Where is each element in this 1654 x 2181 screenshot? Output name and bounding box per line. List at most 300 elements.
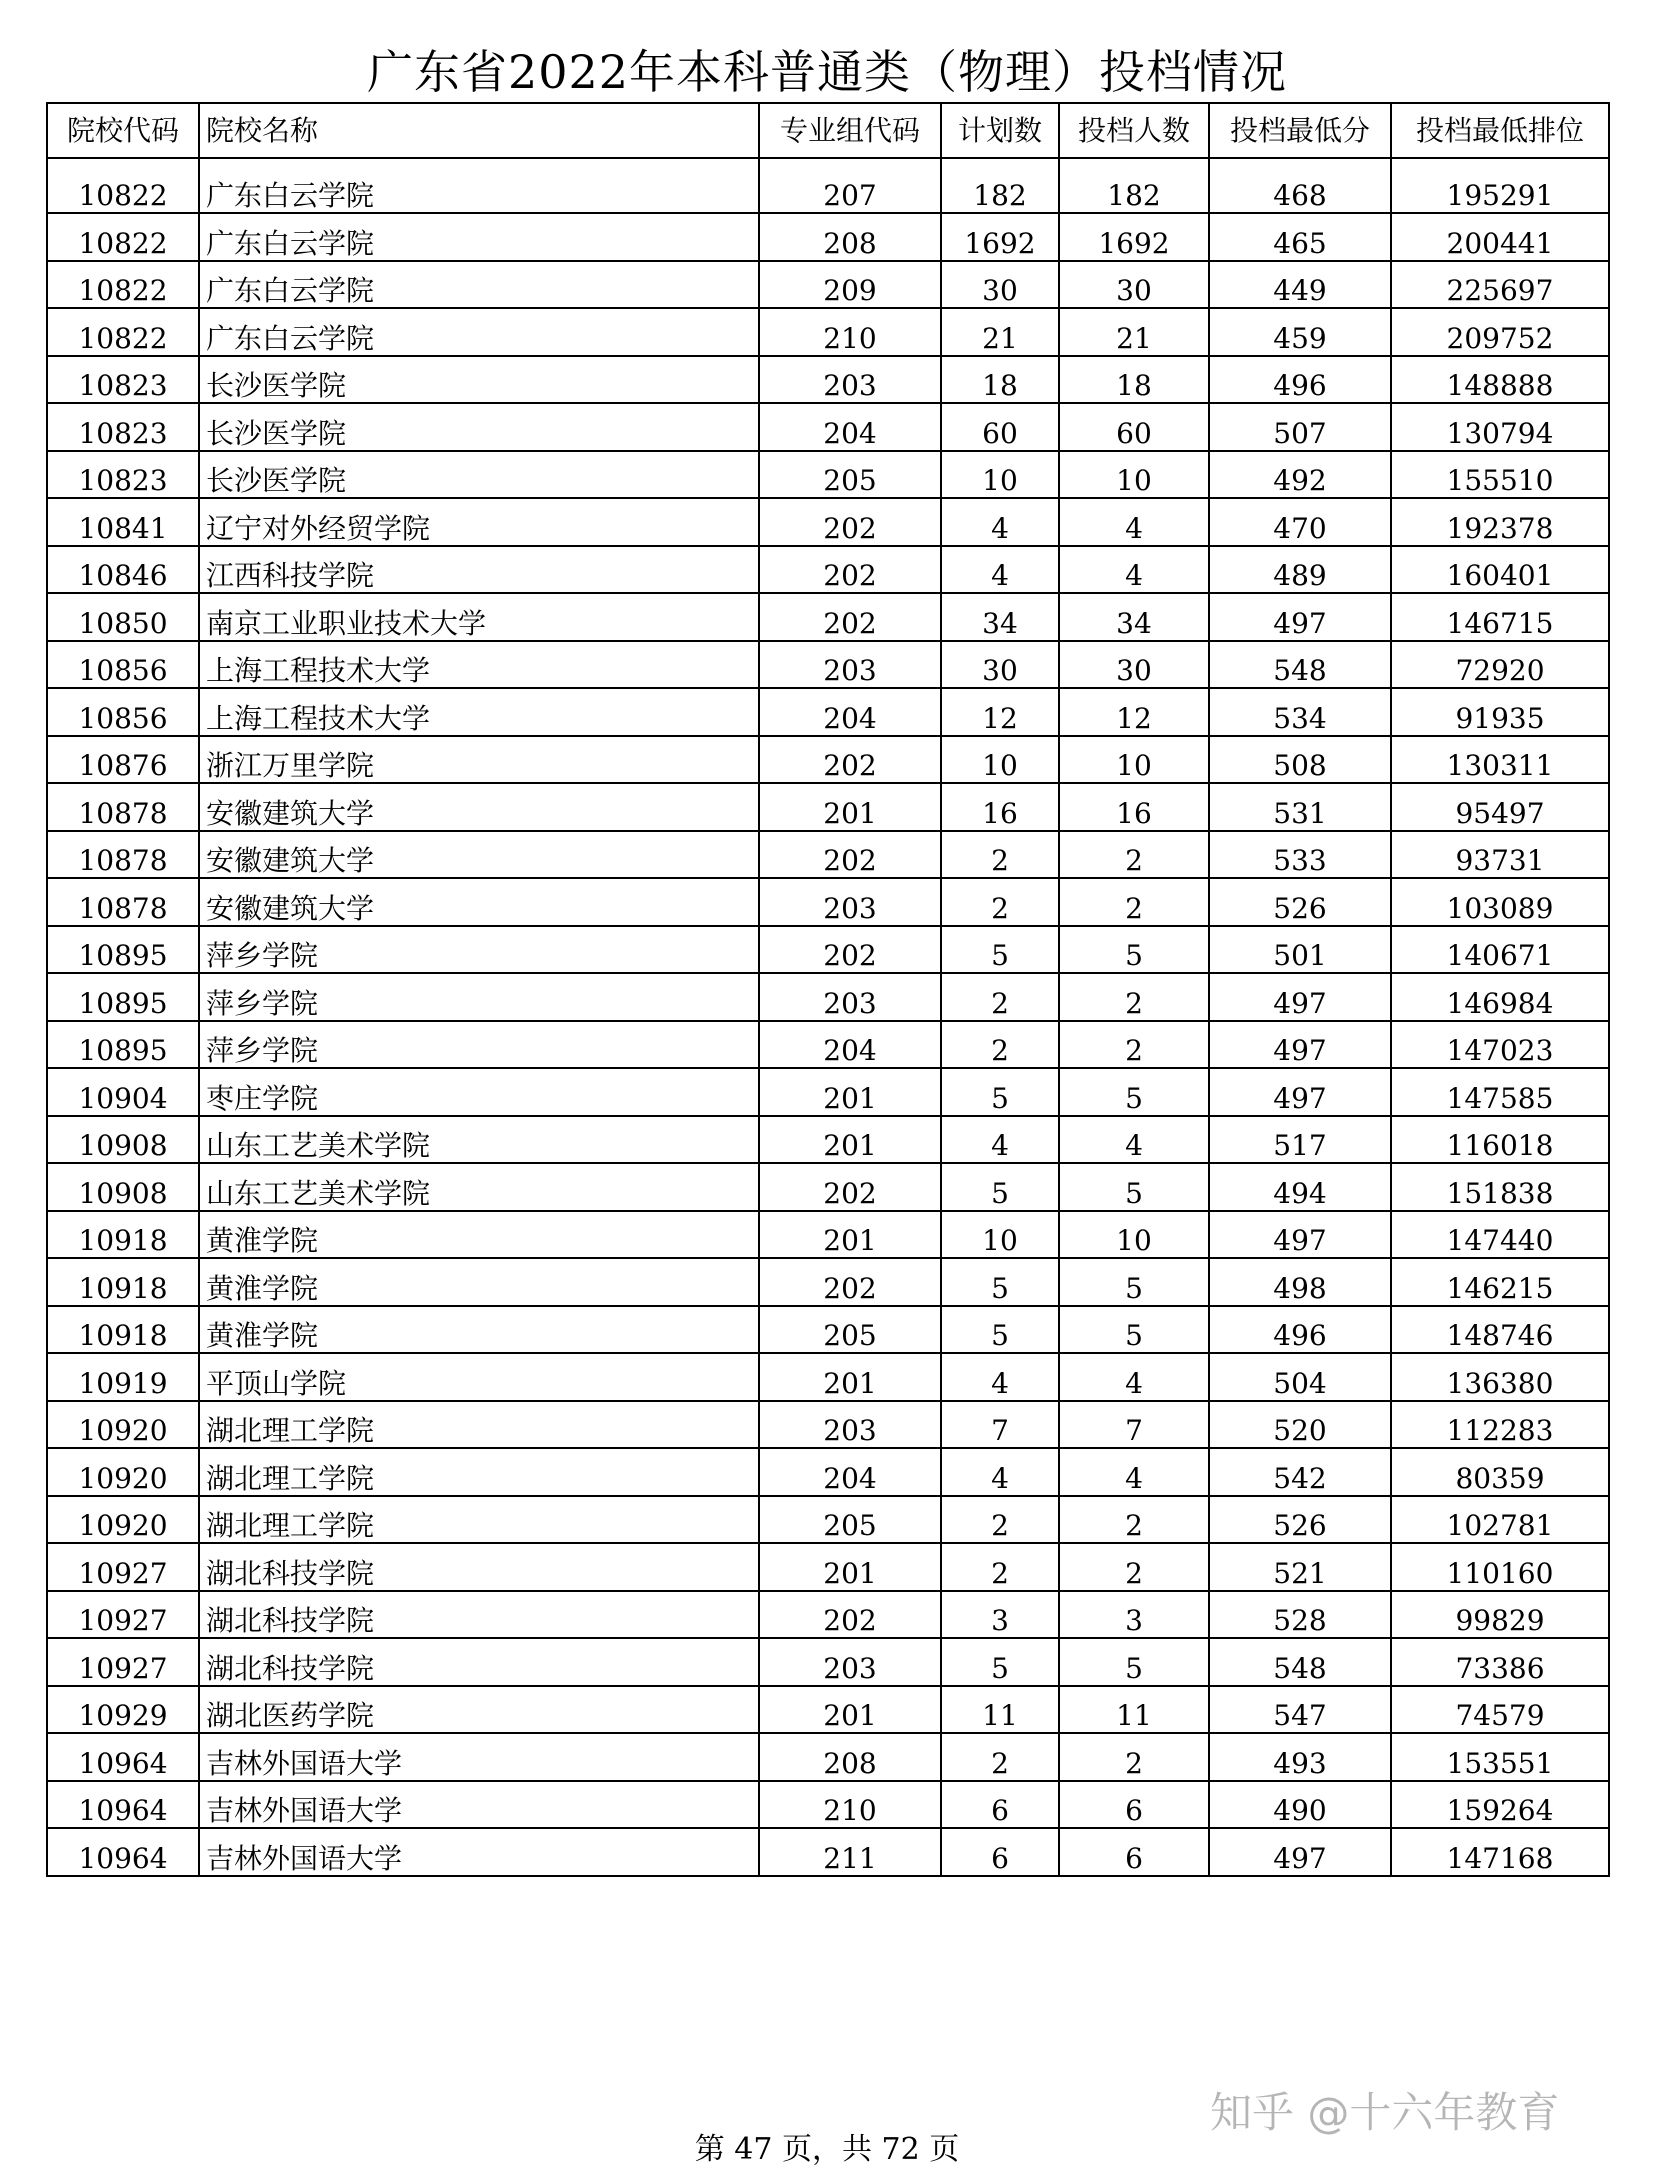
- school-name-cell: 吉林外国语大学: [199, 1781, 759, 1829]
- min-rank-cell: 159264: [1391, 1781, 1609, 1829]
- plan-cell: 5: [941, 1258, 1059, 1306]
- min-score-cell: 507: [1209, 403, 1391, 451]
- school-code-cell: 10822: [47, 308, 199, 356]
- col-header-admitted: 投档人数: [1059, 103, 1209, 158]
- min-rank-cell: 151838: [1391, 1163, 1609, 1211]
- school-code-cell: 10918: [47, 1306, 199, 1354]
- table-row: [47, 1638, 1609, 1686]
- plan-cell: 4: [941, 1353, 1059, 1401]
- school-name-cell: 平顶山学院: [199, 1353, 759, 1401]
- group-code-cell: 202: [759, 498, 941, 546]
- min-score-cell: 533: [1209, 831, 1391, 879]
- admitted-cell: 4: [1059, 546, 1209, 594]
- school-code-cell: 10895: [47, 1021, 199, 1069]
- group-code-cell: 205: [759, 1306, 941, 1354]
- table-row: [47, 1163, 1609, 1211]
- plan-cell: 12: [941, 688, 1059, 736]
- table-row: [47, 403, 1609, 451]
- admitted-cell: 2: [1059, 831, 1209, 879]
- admitted-cell: 3: [1059, 1591, 1209, 1639]
- table-row: [47, 356, 1609, 404]
- plan-cell: 30: [941, 641, 1059, 689]
- school-name-cell: 萍乡学院: [199, 973, 759, 1021]
- school-code-cell: 10964: [47, 1733, 199, 1781]
- table-row: [47, 308, 1609, 356]
- plan-cell: 6: [941, 1781, 1059, 1829]
- school-name-cell: 南京工业职业技术大学: [199, 593, 759, 641]
- min-rank-cell: 73386: [1391, 1638, 1609, 1686]
- admitted-cell: 10: [1059, 1211, 1209, 1259]
- admitted-cell: 6: [1059, 1781, 1209, 1829]
- group-code-cell: 205: [759, 1496, 941, 1544]
- school-name-cell: 吉林外国语大学: [199, 1828, 759, 1876]
- admitted-cell: 2: [1059, 973, 1209, 1021]
- school-name-cell: 上海工程技术大学: [199, 688, 759, 736]
- min-rank-cell: 146984: [1391, 973, 1609, 1021]
- plan-cell: 1692: [941, 213, 1059, 261]
- table-row: [47, 593, 1609, 641]
- plan-cell: 21: [941, 308, 1059, 356]
- school-name-cell: 安徽建筑大学: [199, 831, 759, 879]
- min-rank-cell: 148888: [1391, 356, 1609, 404]
- admitted-cell: 2: [1059, 878, 1209, 926]
- admitted-cell: 182: [1059, 158, 1209, 213]
- min-score-cell: 449: [1209, 261, 1391, 309]
- col-header-min-score: 投档最低分: [1209, 103, 1391, 158]
- school-code-cell: 10927: [47, 1591, 199, 1639]
- admitted-cell: 60: [1059, 403, 1209, 451]
- school-name-cell: 山东工艺美术学院: [199, 1163, 759, 1211]
- school-name-cell: 黄淮学院: [199, 1211, 759, 1259]
- watermark: 知乎 @十六年教育: [1210, 2088, 1560, 2137]
- min-score-cell: 528: [1209, 1591, 1391, 1639]
- min-rank-cell: 146215: [1391, 1258, 1609, 1306]
- col-header-group-code: 专业组代码: [759, 103, 941, 158]
- min-score-cell: 470: [1209, 498, 1391, 546]
- min-score-cell: 498: [1209, 1258, 1391, 1306]
- group-code-cell: 202: [759, 736, 941, 784]
- group-code-cell: 205: [759, 451, 941, 499]
- admitted-cell: 5: [1059, 1163, 1209, 1211]
- plan-cell: 2: [941, 1733, 1059, 1781]
- min-rank-cell: 72920: [1391, 641, 1609, 689]
- table-row: [47, 1828, 1609, 1876]
- group-code-cell: 201: [759, 783, 941, 831]
- group-code-cell: 201: [759, 1116, 941, 1164]
- plan-cell: 16: [941, 783, 1059, 831]
- school-code-cell: 10929: [47, 1686, 199, 1734]
- table-row: [47, 546, 1609, 594]
- group-code-cell: 204: [759, 1021, 941, 1069]
- school-code-cell: 10920: [47, 1401, 199, 1449]
- school-name-cell: 长沙医学院: [199, 451, 759, 499]
- min-score-cell: 548: [1209, 1638, 1391, 1686]
- group-code-cell: 203: [759, 973, 941, 1021]
- table-row: [47, 1401, 1609, 1449]
- school-code-cell: 10856: [47, 641, 199, 689]
- plan-cell: 2: [941, 1543, 1059, 1591]
- admitted-cell: 10: [1059, 736, 1209, 784]
- table-row: [47, 261, 1609, 309]
- group-code-cell: 201: [759, 1543, 941, 1591]
- min-score-cell: 497: [1209, 1021, 1391, 1069]
- table-row: [47, 1353, 1609, 1401]
- min-score-cell: 547: [1209, 1686, 1391, 1734]
- school-code-cell: 10920: [47, 1448, 199, 1496]
- min-score-cell: 489: [1209, 546, 1391, 594]
- group-code-cell: 202: [759, 1163, 941, 1211]
- admitted-cell: 6: [1059, 1828, 1209, 1876]
- plan-cell: 10: [941, 1211, 1059, 1259]
- admitted-cell: 5: [1059, 1258, 1209, 1306]
- admitted-cell: 21: [1059, 308, 1209, 356]
- min-score-cell: 468: [1209, 158, 1391, 213]
- school-name-cell: 萍乡学院: [199, 1021, 759, 1069]
- plan-cell: 4: [941, 546, 1059, 594]
- group-code-cell: 202: [759, 831, 941, 879]
- plan-cell: 4: [941, 1448, 1059, 1496]
- school-code-cell: 10895: [47, 926, 199, 974]
- table-row: [47, 641, 1609, 689]
- plan-cell: 10: [941, 736, 1059, 784]
- col-header-min-rank: 投档最低排位: [1391, 103, 1609, 158]
- plan-cell: 10: [941, 451, 1059, 499]
- admission-table: [46, 102, 1610, 1877]
- min-score-cell: 497: [1209, 1828, 1391, 1876]
- school-code-cell: 10823: [47, 403, 199, 451]
- min-rank-cell: 74579: [1391, 1686, 1609, 1734]
- min-score-cell: 494: [1209, 1163, 1391, 1211]
- group-code-cell: 204: [759, 403, 941, 451]
- min-rank-cell: 80359: [1391, 1448, 1609, 1496]
- min-rank-cell: 160401: [1391, 546, 1609, 594]
- plan-cell: 6: [941, 1828, 1059, 1876]
- page-footer: 第 47 页，共 72 页: [694, 2132, 960, 2167]
- admitted-cell: 30: [1059, 641, 1209, 689]
- group-code-cell: 210: [759, 1781, 941, 1829]
- school-name-cell: 长沙医学院: [199, 356, 759, 404]
- admitted-cell: 10: [1059, 451, 1209, 499]
- admitted-cell: 34: [1059, 593, 1209, 641]
- header-row: [47, 103, 1609, 158]
- school-name-cell: 江西科技学院: [199, 546, 759, 594]
- min-rank-cell: 192378: [1391, 498, 1609, 546]
- school-code-cell: 10822: [47, 213, 199, 261]
- school-code-cell: 10856: [47, 688, 199, 736]
- school-code-cell: 10822: [47, 261, 199, 309]
- table-row: [47, 1543, 1609, 1591]
- table-row: [47, 1068, 1609, 1116]
- admitted-cell: 2: [1059, 1543, 1209, 1591]
- table-row: [47, 1116, 1609, 1164]
- min-score-cell: 517: [1209, 1116, 1391, 1164]
- min-score-cell: 465: [1209, 213, 1391, 261]
- group-code-cell: 208: [759, 213, 941, 261]
- plan-cell: 5: [941, 1638, 1059, 1686]
- group-code-cell: 202: [759, 593, 941, 641]
- min-rank-cell: 146715: [1391, 593, 1609, 641]
- table-body: [47, 158, 1609, 1876]
- min-score-cell: 534: [1209, 688, 1391, 736]
- school-code-cell: 10841: [47, 498, 199, 546]
- min-rank-cell: 153551: [1391, 1733, 1609, 1781]
- group-code-cell: 201: [759, 1686, 941, 1734]
- school-name-cell: 湖北理工学院: [199, 1448, 759, 1496]
- school-code-cell: 10895: [47, 973, 199, 1021]
- group-code-cell: 202: [759, 1258, 941, 1306]
- plan-cell: 182: [941, 158, 1059, 213]
- table-row: [47, 688, 1609, 736]
- plan-cell: 60: [941, 403, 1059, 451]
- plan-cell: 5: [941, 1068, 1059, 1116]
- admitted-cell: 5: [1059, 1638, 1209, 1686]
- plan-cell: 5: [941, 926, 1059, 974]
- school-code-cell: 10964: [47, 1828, 199, 1876]
- group-code-cell: 201: [759, 1068, 941, 1116]
- group-code-cell: 203: [759, 1401, 941, 1449]
- min-score-cell: 548: [1209, 641, 1391, 689]
- min-rank-cell: 130311: [1391, 736, 1609, 784]
- min-score-cell: 490: [1209, 1781, 1391, 1829]
- plan-cell: 34: [941, 593, 1059, 641]
- school-name-cell: 湖北科技学院: [199, 1543, 759, 1591]
- admitted-cell: 2: [1059, 1733, 1209, 1781]
- plan-cell: 2: [941, 1496, 1059, 1544]
- table-row: [47, 1306, 1609, 1354]
- min-score-cell: 504: [1209, 1353, 1391, 1401]
- min-rank-cell: 195291: [1391, 158, 1609, 213]
- admitted-cell: 16: [1059, 783, 1209, 831]
- school-code-cell: 10878: [47, 783, 199, 831]
- group-code-cell: 211: [759, 1828, 941, 1876]
- min-score-cell: 496: [1209, 1306, 1391, 1354]
- admitted-cell: 18: [1059, 356, 1209, 404]
- table-row: [47, 973, 1609, 1021]
- group-code-cell: 202: [759, 1591, 941, 1639]
- min-score-cell: 508: [1209, 736, 1391, 784]
- group-code-cell: 204: [759, 1448, 941, 1496]
- admitted-cell: 30: [1059, 261, 1209, 309]
- min-score-cell: 501: [1209, 926, 1391, 974]
- school-name-cell: 枣庄学院: [199, 1068, 759, 1116]
- school-name-cell: 长沙医学院: [199, 403, 759, 451]
- table-row: [47, 1211, 1609, 1259]
- plan-cell: 4: [941, 1116, 1059, 1164]
- admitted-cell: 4: [1059, 1353, 1209, 1401]
- min-rank-cell: 103089: [1391, 878, 1609, 926]
- min-rank-cell: 209752: [1391, 308, 1609, 356]
- plan-cell: 5: [941, 1163, 1059, 1211]
- table-row: [47, 1258, 1609, 1306]
- plan-cell: 11: [941, 1686, 1059, 1734]
- school-name-cell: 广东白云学院: [199, 213, 759, 261]
- table-row: [47, 736, 1609, 784]
- school-name-cell: 湖北理工学院: [199, 1401, 759, 1449]
- table-row: [47, 1448, 1609, 1496]
- school-code-cell: 10964: [47, 1781, 199, 1829]
- table-row: [47, 831, 1609, 879]
- admitted-cell: 2: [1059, 1021, 1209, 1069]
- plan-cell: 2: [941, 1021, 1059, 1069]
- plan-cell: 2: [941, 878, 1059, 926]
- col-header-plan: 计划数: [941, 103, 1059, 158]
- school-code-cell: 10918: [47, 1258, 199, 1306]
- min-score-cell: 496: [1209, 356, 1391, 404]
- min-score-cell: 526: [1209, 1496, 1391, 1544]
- school-name-cell: 上海工程技术大学: [199, 641, 759, 689]
- school-name-cell: 广东白云学院: [199, 308, 759, 356]
- group-code-cell: 202: [759, 546, 941, 594]
- school-code-cell: 10823: [47, 356, 199, 404]
- table-row: [47, 926, 1609, 974]
- table-row: [47, 213, 1609, 261]
- plan-cell: 30: [941, 261, 1059, 309]
- school-code-cell: 10823: [47, 451, 199, 499]
- min-rank-cell: 99829: [1391, 1591, 1609, 1639]
- admitted-cell: 5: [1059, 1068, 1209, 1116]
- school-code-cell: 10850: [47, 593, 199, 641]
- school-code-cell: 10822: [47, 158, 199, 213]
- school-name-cell: 广东白云学院: [199, 261, 759, 309]
- school-name-cell: 萍乡学院: [199, 926, 759, 974]
- col-header-school-name: 院校名称: [199, 103, 759, 158]
- school-code-cell: 10876: [47, 736, 199, 784]
- min-score-cell: 497: [1209, 1068, 1391, 1116]
- page-title: 广东省2022年本科普通类（物理）投档情况: [366, 45, 1288, 99]
- group-code-cell: 201: [759, 1211, 941, 1259]
- plan-cell: 18: [941, 356, 1059, 404]
- min-rank-cell: 148746: [1391, 1306, 1609, 1354]
- admitted-cell: 5: [1059, 1306, 1209, 1354]
- min-score-cell: 542: [1209, 1448, 1391, 1496]
- min-rank-cell: 116018: [1391, 1116, 1609, 1164]
- plan-cell: 5: [941, 1306, 1059, 1354]
- admitted-cell: 7: [1059, 1401, 1209, 1449]
- min-score-cell: 497: [1209, 1211, 1391, 1259]
- school-name-cell: 辽宁对外经贸学院: [199, 498, 759, 546]
- group-code-cell: 201: [759, 1353, 941, 1401]
- school-code-cell: 10908: [47, 1163, 199, 1211]
- min-rank-cell: 147440: [1391, 1211, 1609, 1259]
- min-rank-cell: 102781: [1391, 1496, 1609, 1544]
- min-score-cell: 526: [1209, 878, 1391, 926]
- min-score-cell: 497: [1209, 973, 1391, 1021]
- school-code-cell: 10927: [47, 1638, 199, 1686]
- school-name-cell: 湖北理工学院: [199, 1496, 759, 1544]
- school-name-cell: 吉林外国语大学: [199, 1733, 759, 1781]
- table-row: [47, 498, 1609, 546]
- min-rank-cell: 147023: [1391, 1021, 1609, 1069]
- min-rank-cell: 140671: [1391, 926, 1609, 974]
- admitted-cell: 4: [1059, 1116, 1209, 1164]
- admitted-cell: 2: [1059, 1496, 1209, 1544]
- plan-cell: 7: [941, 1401, 1059, 1449]
- admitted-cell: 11: [1059, 1686, 1209, 1734]
- school-code-cell: 10904: [47, 1068, 199, 1116]
- school-name-cell: 湖北科技学院: [199, 1638, 759, 1686]
- min-score-cell: 459: [1209, 308, 1391, 356]
- min-rank-cell: 93731: [1391, 831, 1609, 879]
- table-row: [47, 1021, 1609, 1069]
- table-row: [47, 1591, 1609, 1639]
- plan-cell: 4: [941, 498, 1059, 546]
- admitted-cell: 5: [1059, 926, 1209, 974]
- table-row: [47, 158, 1609, 213]
- group-code-cell: 203: [759, 356, 941, 404]
- school-code-cell: 10918: [47, 1211, 199, 1259]
- school-code-cell: 10846: [47, 546, 199, 594]
- school-code-cell: 10927: [47, 1543, 199, 1591]
- min-score-cell: 492: [1209, 451, 1391, 499]
- school-name-cell: 黄淮学院: [199, 1258, 759, 1306]
- min-score-cell: 521: [1209, 1543, 1391, 1591]
- group-code-cell: 207: [759, 158, 941, 213]
- table-row: [47, 1686, 1609, 1734]
- plan-cell: 2: [941, 831, 1059, 879]
- min-rank-cell: 155510: [1391, 451, 1609, 499]
- group-code-cell: 202: [759, 926, 941, 974]
- group-code-cell: 209: [759, 261, 941, 309]
- table-row: [47, 783, 1609, 831]
- school-code-cell: 10919: [47, 1353, 199, 1401]
- school-name-cell: 湖北医药学院: [199, 1686, 759, 1734]
- school-name-cell: 湖北科技学院: [199, 1591, 759, 1639]
- min-rank-cell: 130794: [1391, 403, 1609, 451]
- group-code-cell: 208: [759, 1733, 941, 1781]
- min-rank-cell: 225697: [1391, 261, 1609, 309]
- min-rank-cell: 110160: [1391, 1543, 1609, 1591]
- school-code-cell: 10878: [47, 878, 199, 926]
- admitted-cell: 1692: [1059, 213, 1209, 261]
- admitted-cell: 12: [1059, 688, 1209, 736]
- min-rank-cell: 147585: [1391, 1068, 1609, 1116]
- group-code-cell: 203: [759, 878, 941, 926]
- min-score-cell: 493: [1209, 1733, 1391, 1781]
- school-name-cell: 安徽建筑大学: [199, 783, 759, 831]
- min-score-cell: 531: [1209, 783, 1391, 831]
- table-row: [47, 1781, 1609, 1829]
- school-code-cell: 10920: [47, 1496, 199, 1544]
- min-rank-cell: 95497: [1391, 783, 1609, 831]
- min-rank-cell: 112283: [1391, 1401, 1609, 1449]
- group-code-cell: 203: [759, 641, 941, 689]
- min-score-cell: 497: [1209, 593, 1391, 641]
- group-code-cell: 203: [759, 1638, 941, 1686]
- group-code-cell: 204: [759, 688, 941, 736]
- school-name-cell: 浙江万里学院: [199, 736, 759, 784]
- min-rank-cell: 91935: [1391, 688, 1609, 736]
- school-code-cell: 10908: [47, 1116, 199, 1164]
- table-row: [47, 878, 1609, 926]
- table-row: [47, 451, 1609, 499]
- school-name-cell: 安徽建筑大学: [199, 878, 759, 926]
- plan-cell: 2: [941, 973, 1059, 1021]
- school-code-cell: 10878: [47, 831, 199, 879]
- table-row: [47, 1733, 1609, 1781]
- school-name-cell: 黄淮学院: [199, 1306, 759, 1354]
- plan-cell: 3: [941, 1591, 1059, 1639]
- group-code-cell: 210: [759, 308, 941, 356]
- min-rank-cell: 200441: [1391, 213, 1609, 261]
- min-rank-cell: 147168: [1391, 1828, 1609, 1876]
- admitted-cell: 4: [1059, 498, 1209, 546]
- min-rank-cell: 136380: [1391, 1353, 1609, 1401]
- school-name-cell: 山东工艺美术学院: [199, 1116, 759, 1164]
- min-score-cell: 520: [1209, 1401, 1391, 1449]
- school-name-cell: 广东白云学院: [199, 158, 759, 213]
- admitted-cell: 4: [1059, 1448, 1209, 1496]
- table-row: [47, 1496, 1609, 1544]
